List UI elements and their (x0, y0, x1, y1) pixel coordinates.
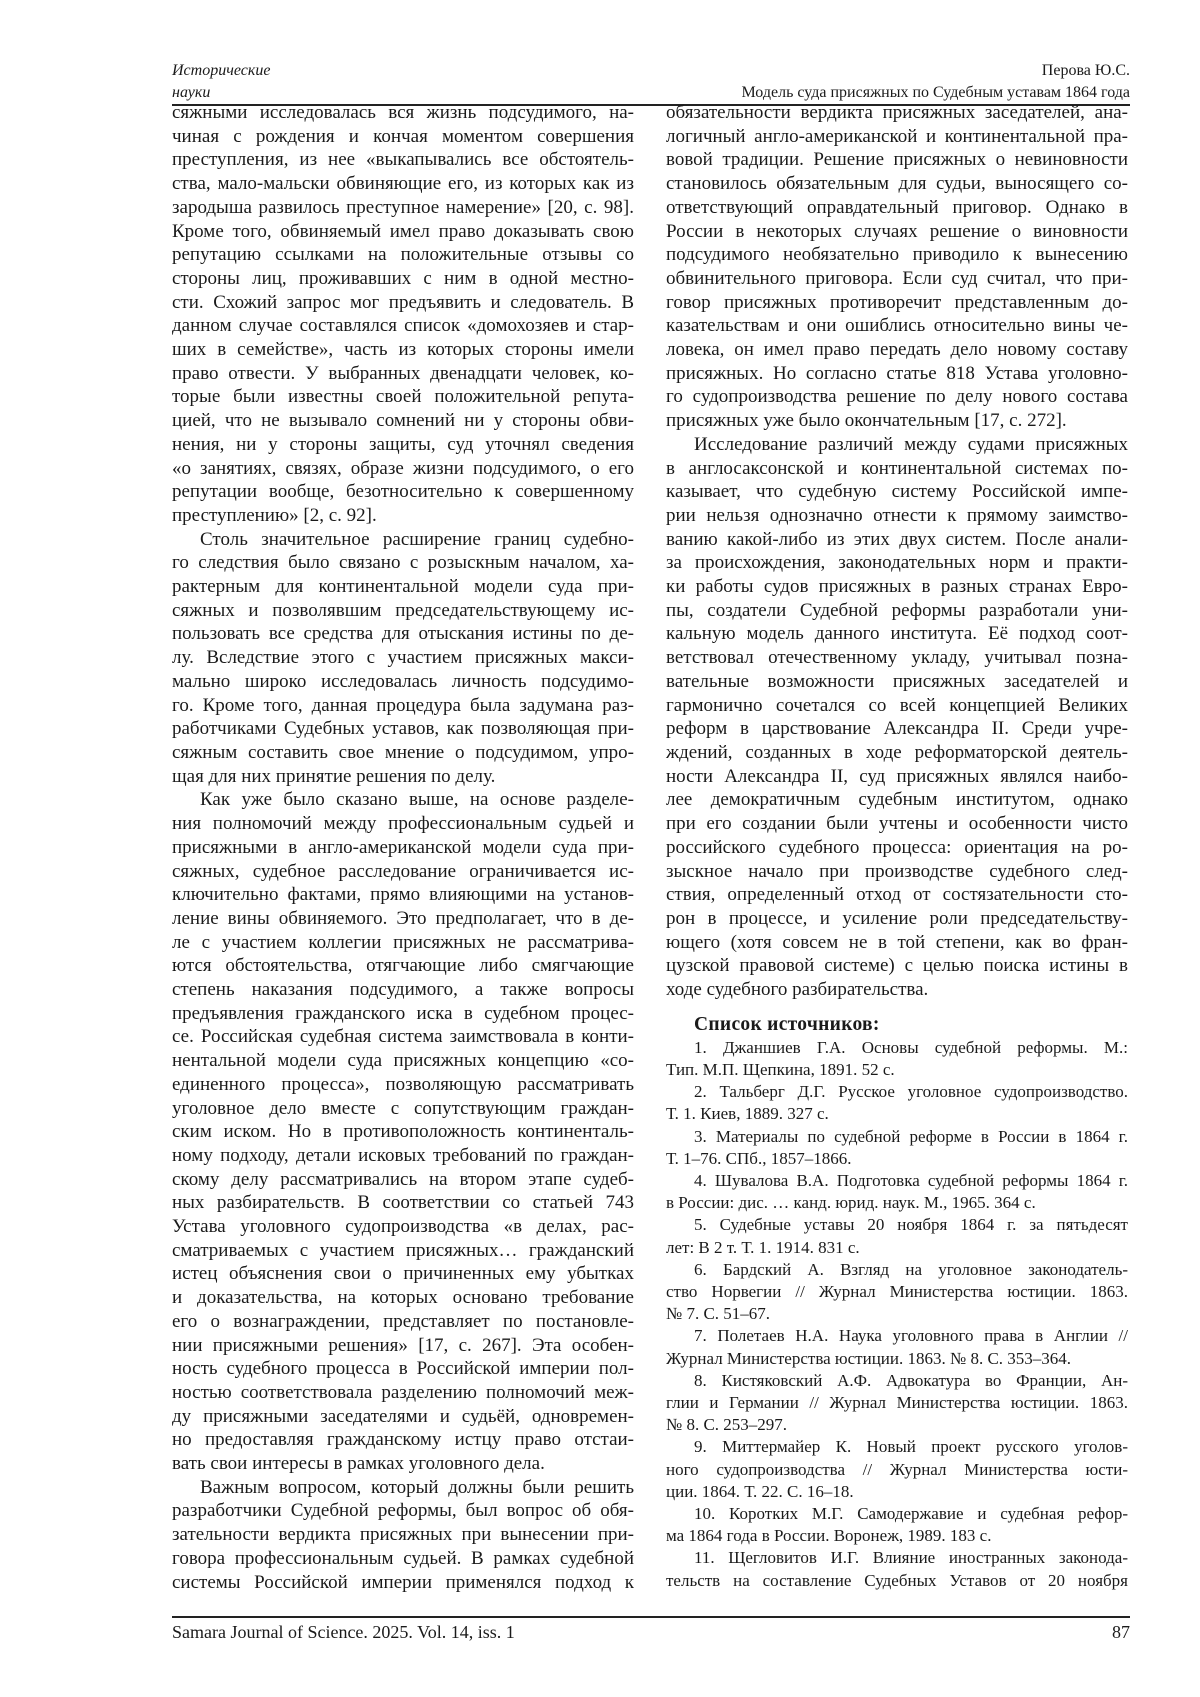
text-line: предъявления гражданского иска в судебном процес- (172, 1002, 634, 1026)
text-line: сяжными исследовалась вся жизнь подсудимого, на- (172, 101, 634, 125)
references-list (666, 1037, 1128, 1592)
text-line: ностью соответствовала разделению полномочий меж- (172, 1381, 634, 1405)
text-line: говор присяжных противоречит представленным до- (666, 291, 1128, 315)
text-line: ному подходу, детали исковых требований по граждан- (172, 1144, 634, 1168)
text-line: присяжных уже было окончательным [17, с. 272]. (666, 409, 1128, 433)
reference-item (666, 1370, 1128, 1437)
section-line-2: науки (172, 82, 270, 104)
left-column (172, 101, 634, 1594)
text-line: ших в семействе», часть из которых стороны имели (172, 338, 634, 362)
text-line: 8. Кистяковский А.Ф. Адвокатура во Франции, Ан- (666, 1370, 1128, 1392)
text-line: рон в процессе, и усиление роли председательству- (666, 907, 1128, 931)
text-line: и доказательства, на которых основано требование (172, 1286, 634, 1310)
text-line: стороны лиц, проживавших с ним в одной местно- (172, 267, 634, 291)
text-line: се. Российская судебная система заимствовала в конти- (172, 1025, 634, 1049)
text-line: реформ в царствование Александра II. Среди учре- (666, 717, 1128, 741)
text-line: преступлению» [2, с. 92]. (172, 504, 634, 528)
text-line: Тип. М.П. Щепкина, 1891. 52 с. (666, 1059, 1128, 1081)
text-line: го судопроизводства решение по делу нового состава (666, 385, 1128, 409)
text-line: право отвести. У выбранных двенадцати человек, ко- (172, 362, 634, 386)
text-line: логичный англо-американской и континентальной пра- (666, 125, 1128, 149)
text-line: разработчики Судебной реформы, был вопрос об обя- (172, 1499, 634, 1523)
text-line: вать свои интересы в рамках уголовного дела. (172, 1452, 634, 1476)
text-line: вовой традиции. Решение присяжных о невиновности (666, 148, 1128, 172)
text-line: чиная с рождения и кончая моментом совершения (172, 125, 634, 149)
text-line: го. Кроме того, данная процедура была задумана раз- (172, 694, 634, 718)
text-line: ности Александра II, суд присяжных являлся наибо- (666, 765, 1128, 789)
text-line: данном случае составлялся список «домохозяев и стар- (172, 314, 634, 338)
text-line: 4. Шувалова В.А. Подготовка судебной реформы 1864 г. (666, 1170, 1128, 1192)
text-line: преступления, из нее «выкапывались все обстоятель- (172, 148, 634, 172)
text-line: единенного процесса», позволяющую рассматривать (172, 1073, 634, 1097)
paragraph (666, 101, 1128, 433)
text-line: го следствия было связано с розыскным началом, ха- (172, 551, 634, 575)
text-line: кальную модель данного института. Её подход соот- (666, 622, 1128, 646)
text-line: ду присяжными заседателями и судьёй, одновремен- (172, 1405, 634, 1429)
text-line: № 8. С. 253–297. (666, 1414, 1128, 1436)
text-line: 1. Джаншиев Г.А. Основы судебной реформы. М.: (666, 1037, 1128, 1059)
text-line: Кроме того, обвиняемый имел право доказывать свою (172, 220, 634, 244)
reference-item (666, 1037, 1128, 1081)
text-line: нии присяжными решения» [17, с. 267]. Эта особен- (172, 1334, 634, 1358)
text-line: ства, мало-мальски обвиняющие его, из которых как из (172, 172, 634, 196)
text-line: репутацию ссылками на положительные отзывы со (172, 243, 634, 267)
text-line: присяжных. Но согласно статье 818 Устава уголовно- (666, 362, 1128, 386)
text-line: Устава уголовного судопроизводства «в делах, рас- (172, 1215, 634, 1239)
text-line: системы Российской империи применялся подход к (172, 1571, 634, 1595)
section-line-1: Исторические (172, 60, 270, 82)
text-line: цией, что не вызывало сомнений ни у стороны обви- (172, 409, 634, 433)
text-line: сяжных, судебное расследование ограничивается ис- (172, 860, 634, 884)
text-line: ответствующий оправдательный приговор. Однако в (666, 196, 1128, 220)
text-line: подсудимого необязательно приводило к вынесению (666, 243, 1128, 267)
text-line: 3. Материалы по судебной реформе в России в 1864 г. (666, 1126, 1128, 1148)
text-line: ским иском. Но в противоположность континенталь- (172, 1120, 634, 1144)
text-line: репутации вообще, безотносительно к совершенному (172, 480, 634, 504)
text-line: обвинительного приговора. Если суд считал, что при- (666, 267, 1128, 291)
text-line: обязательности вердикта присяжных заседателей, ана- (666, 101, 1128, 125)
text-line: торые были известны своей положительной репута- (172, 385, 634, 409)
text-line: 6. Бардский А. Взгляд на уголовное законодатель- (666, 1259, 1128, 1281)
text-line: Важным вопросом, который должны были решить (172, 1476, 634, 1500)
text-line: степень наказания подсудимого, а также вопросы (172, 978, 634, 1002)
text-line: 7. Полетаев Н.А. Наука уголовного права в Англии // (666, 1325, 1128, 1347)
text-line: уголовное дело вместе с сопутствующим граждан- (172, 1097, 634, 1121)
text-line: ющего (хотя совсем не в той степени, как во фран- (666, 931, 1128, 955)
text-line: 11. Щегловитов И.Г. Влияние иностранных законода- (666, 1547, 1128, 1569)
text-line: ление вины обвиняемого. Это предполагает, что в де- (172, 907, 634, 931)
right-column (666, 101, 1128, 1592)
text-line: его о вознаграждении, представляет по постановле- (172, 1310, 634, 1334)
journal-citation: Samara Journal of Science. 2025. Vol. 14, iss. 1 (172, 1620, 515, 1644)
paragraph (172, 788, 634, 1475)
text-line: при его создании были учтены и особенности чисто (666, 812, 1128, 836)
text-line: казательствам и они ошиблись относительно вины че- (666, 314, 1128, 338)
text-line: рии нельзя однозначно отнести к прямому заимство- (666, 504, 1128, 528)
text-line: зародыша развилось преступное намерение» [20, с. 98]. (172, 196, 634, 220)
text-line: лет: В 2 т. Т. 1. 1914. 831 с. (666, 1237, 1128, 1259)
reference-item (666, 1126, 1128, 1170)
text-line: гармонично сочетался со всей концепцией Великих (666, 694, 1128, 718)
text-line: Т. 1. Киев, 1889. 327 с. (666, 1103, 1128, 1125)
text-line: пы, создатели Судебной реформы разработали уни- (666, 599, 1128, 623)
text-line: работчиками Судебных уставов, как позволяющая при- (172, 717, 634, 741)
text-line: говора профессиональным судьей. В рамках судебной (172, 1547, 634, 1571)
text-line: № 7. С. 51–67. (666, 1303, 1128, 1325)
paragraph (172, 1476, 634, 1595)
text-line: Как уже было сказано выше, на основе разделе- (172, 788, 634, 812)
reference-item (666, 1170, 1128, 1214)
text-line: ных разбирательств. В соответствии со статьей 743 (172, 1191, 634, 1215)
text-line: лу. Вследствие этого с участием присяжных макси- (172, 646, 634, 670)
text-line: ванию какой-либо из этих двух систем. После анали- (666, 528, 1128, 552)
text-line: ния полномочий между профессиональным судьей и (172, 812, 634, 836)
text-line: ность судебного процесса в Российской империи пол- (172, 1357, 634, 1381)
text-line: Столь значительное расширение границ судебно- (172, 528, 634, 552)
text-line: сяжных и позволявшим председательствующему ис- (172, 599, 634, 623)
text-line: в России: дис. … канд. юрид. наук. М., 1965. 364 с. (666, 1192, 1128, 1214)
text-line: Журнал Министерства юстиции. 1863. № 8. С. 353–364. (666, 1348, 1128, 1370)
text-line: ма 1864 года в России. Воронеж, 1989. 183 с. (666, 1525, 1128, 1547)
text-line: глии и Германии // Журнал Министерства юстиции. 1863. (666, 1392, 1128, 1414)
text-line: 10. Коротких М.Г. Самодержавие и судебная рефор- (666, 1503, 1128, 1525)
text-line: «о занятиях, связях, образе жизни подсудимого, о его (172, 457, 634, 481)
text-line: России в некоторых случаях решение о виновности (666, 220, 1128, 244)
reference-item (666, 1436, 1128, 1503)
text-line: скому делу рассматривались на втором этапе судеб- (172, 1168, 634, 1192)
article-info (741, 60, 1130, 104)
reference-item (666, 1503, 1128, 1547)
text-line: в англосаксонской и континентальной системах по- (666, 457, 1128, 481)
text-line: ство Норвегии // Журнал Министерства юстиции. 1863. (666, 1281, 1128, 1303)
text-line: истец объяснения свои о причиненных ему убытках (172, 1262, 634, 1286)
reference-item (666, 1259, 1128, 1326)
reference-item (666, 1547, 1128, 1591)
reference-item (666, 1325, 1128, 1369)
paragraph (172, 528, 634, 789)
footer-rule (172, 1616, 1130, 1618)
text-line: за происхождения, законодательных норм и практи- (666, 551, 1128, 575)
text-line: щая для них принятие решения по делу. (172, 765, 634, 789)
references-title: Список источников: (666, 1013, 1128, 1037)
text-line: нентальной модели суда присяжных концепцию «со- (172, 1049, 634, 1073)
text-line: становилось обязательным для судьи, выносящего со- (666, 172, 1128, 196)
text-line: рактерным для континентальной модели суда при- (172, 575, 634, 599)
text-line: лее демократичным судебным институтом, однако (666, 788, 1128, 812)
text-line: ции. 1864. Т. 22. С. 16–18. (666, 1481, 1128, 1503)
page-number: 87 (1112, 1620, 1130, 1644)
text-line: ходе судебного разбирательства. (666, 978, 1128, 1002)
text-line: ждений, созданных в ходе реформаторской деятель- (666, 741, 1128, 765)
paragraph (666, 433, 1128, 1002)
text-line: ного судопроизводства // Журнал Министерства юсти- (666, 1459, 1128, 1481)
text-line: российского судебного процесса: ориентация на ро- (666, 836, 1128, 860)
text-line: мально широко исследовалась личность подсудимо- (172, 670, 634, 694)
text-line: сяжным составить свое мнение о подсудимом, упро- (172, 741, 634, 765)
text-line: зыскное начало при производстве судебного след- (666, 860, 1128, 884)
author-name: Перова Ю.С. (741, 60, 1130, 82)
reference-item (666, 1081, 1128, 1125)
text-line: 9. Миттермайер К. Новый проект русского уголов- (666, 1436, 1128, 1458)
text-line: вательные возможности присяжных заседателей и (666, 670, 1128, 694)
text-line: ки работы судов присяжных в разных странах Евро- (666, 575, 1128, 599)
paragraph (172, 101, 634, 528)
text-line: ловека, он имел право передать дело новому составу (666, 338, 1128, 362)
text-line: пользовать все средства для отыскания истины по де- (172, 622, 634, 646)
text-line: 2. Тальберг Д.Г. Русское уголовное судопроизводство. (666, 1081, 1128, 1103)
article-title: Модель суда присяжных по Судебным уставам 1864 года (741, 82, 1130, 104)
text-line: цузской правовой системе) с целью поиска истины в (666, 954, 1128, 978)
text-line: сматриваемых с участием присяжных… гражданский (172, 1239, 634, 1263)
text-line: тельств на составление Судебных Уставов от 20 ноября (666, 1570, 1128, 1592)
text-line: казывает, что судебную систему Российской импе- (666, 480, 1128, 504)
text-line: но предоставляя гражданскому истцу право отстаи- (172, 1428, 634, 1452)
text-line: присяжными в англо-американской модели суда при- (172, 836, 634, 860)
text-line: 5. Судебные уставы 20 ноября 1864 г. за пятьдесят (666, 1214, 1128, 1236)
text-line: Исследование различий между судами присяжных (666, 433, 1128, 457)
text-line: ле с участием коллегии присяжных не рассматрива- (172, 931, 634, 955)
section-name (172, 60, 270, 104)
text-line: ключительно фактами, прямо влияющими на установ- (172, 883, 634, 907)
text-line: сти. Схожий запрос мог предъявить и следователь. В (172, 291, 634, 315)
text-line: ствия, определенный отход от состязательности сто- (666, 883, 1128, 907)
text-line: Т. 1–76. СПб., 1857–1866. (666, 1148, 1128, 1170)
text-line: ветствовал отечественному укладу, учитывал позна- (666, 646, 1128, 670)
text-line: зательности вердикта присяжных при вынесении при- (172, 1523, 634, 1547)
text-line: ются обстоятельства, отягчающие либо смягчающие (172, 954, 634, 978)
text-line: нения, ни у стороны защиты, суд уточнял сведения (172, 433, 634, 457)
reference-item (666, 1214, 1128, 1258)
